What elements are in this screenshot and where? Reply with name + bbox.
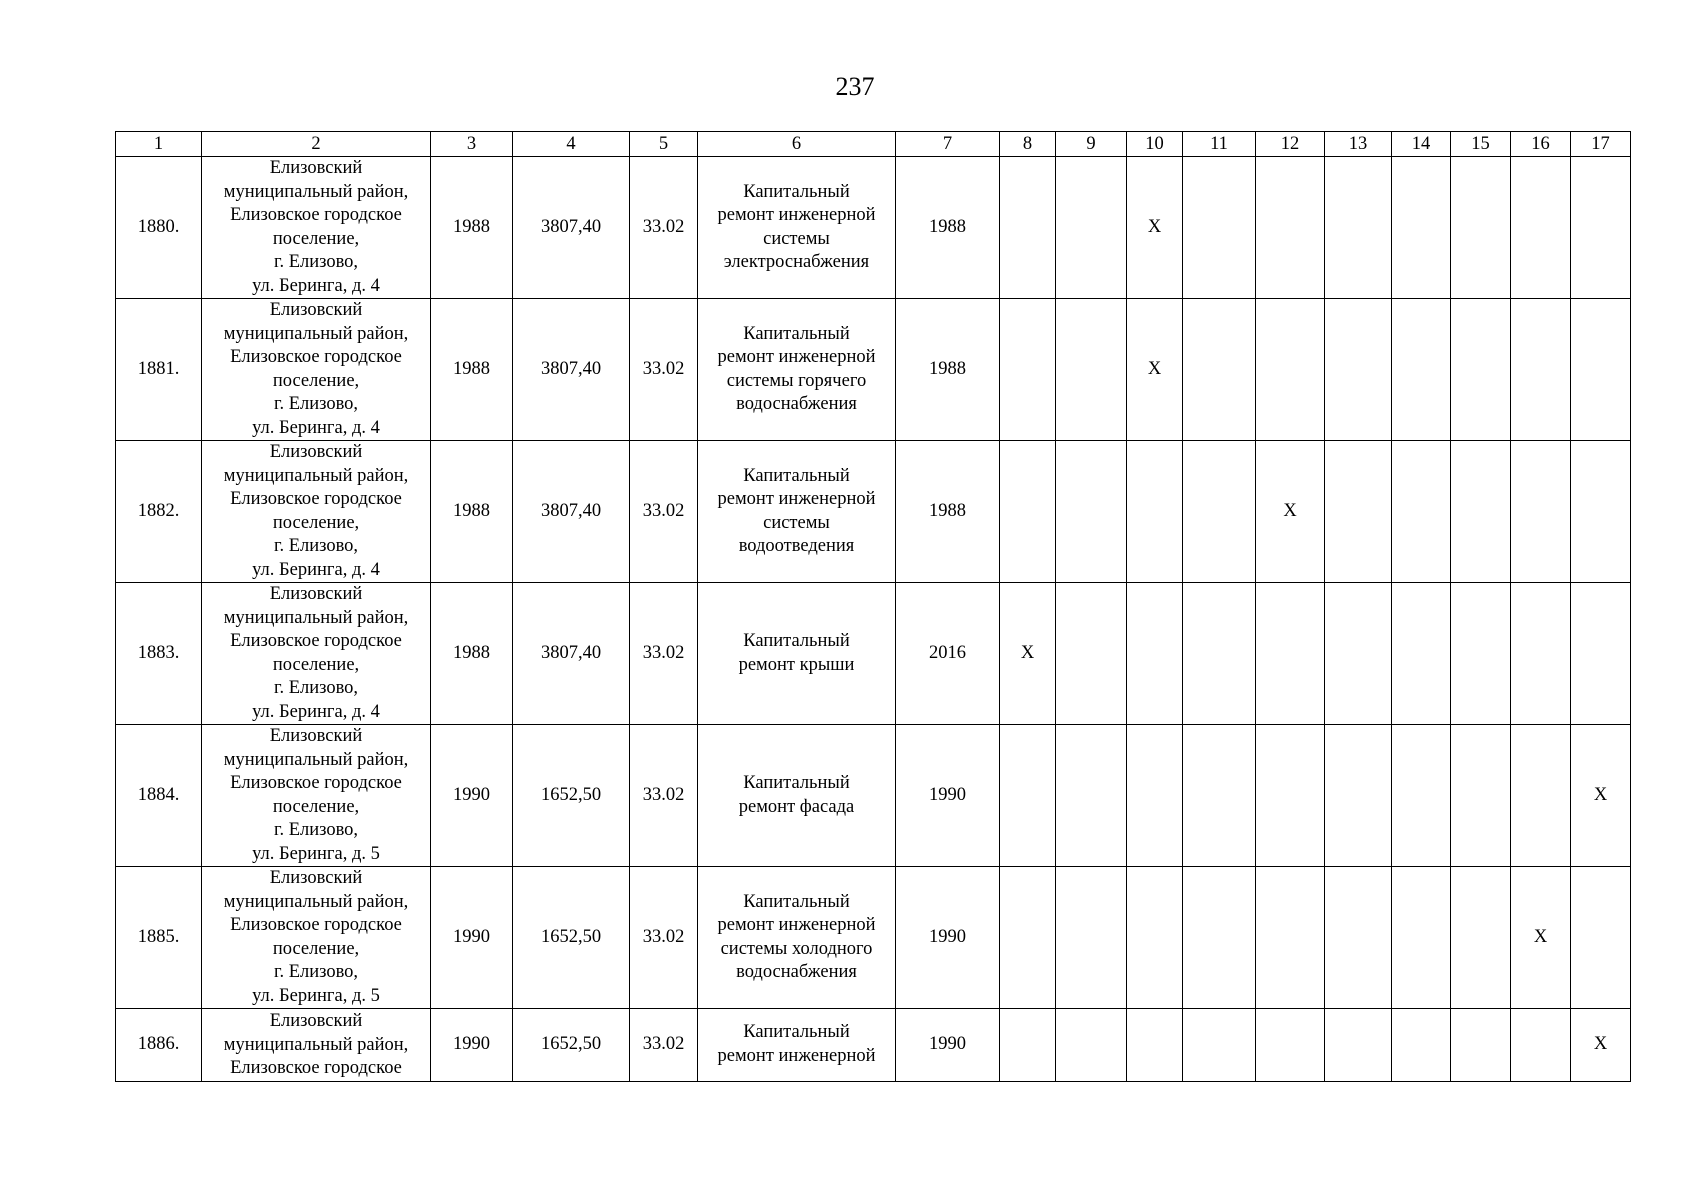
address-cell-line: муниципальный район, (223, 891, 409, 912)
table-row (116, 583, 1631, 725)
mark-cell-col-15 (1451, 1009, 1511, 1082)
mark-cell-col-11 (1183, 1009, 1256, 1082)
work-type-cell-line: Капитальный (743, 323, 850, 344)
repair-year-cell: 2016 (896, 583, 1000, 725)
code-cell: 33.02 (630, 441, 698, 583)
mark-cell-col-11 (1183, 441, 1256, 583)
mark-cell-col-10 (1127, 725, 1183, 867)
address-cell-line: поселение, (272, 512, 360, 533)
mark-cell-col-12 (1256, 299, 1325, 441)
area-cell: 3807,40 (513, 583, 630, 725)
work-type-cell-line: водоснабжения (736, 962, 857, 982)
mark-cell-col-13 (1325, 867, 1392, 1009)
work-type-cell-line: водоснабжения (736, 394, 857, 414)
work-type-cell (698, 441, 896, 583)
work-type-cell-line: ремонт инженерной (717, 915, 876, 935)
mark-cell-col-16 (1511, 725, 1571, 867)
mark-cell-col-11 (1183, 157, 1256, 299)
address-cell (202, 583, 431, 725)
code-cell: 33.02 (630, 1009, 698, 1082)
capital-repair-table (115, 131, 1631, 1082)
address-cell-line: поселение, (272, 654, 360, 675)
mark-cell-col-10 (1127, 867, 1183, 1009)
address-cell-line: Елизовское городское (230, 631, 402, 651)
work-type-cell (698, 867, 896, 1009)
mark-cell-col-11 (1183, 867, 1256, 1009)
address-cell-line: Елизовский (269, 726, 363, 746)
mark-cell-col-14 (1392, 583, 1451, 725)
address-cell-line: ул. Беринга, д. 5 (252, 985, 380, 1006)
column-header-5: 5 (630, 132, 698, 157)
mark-cell-col-17 (1571, 299, 1631, 441)
mark-cell-col-10 (1127, 441, 1183, 583)
mark-cell-col-9 (1056, 299, 1127, 441)
address-cell-line: Елизовское городское (230, 347, 402, 367)
work-type-cell-line: Капитальный (743, 465, 850, 486)
address-cell-line: муниципальный район, (223, 465, 409, 486)
table-row (116, 299, 1631, 441)
column-header-13: 13 (1325, 132, 1392, 157)
address-cell (202, 441, 431, 583)
repair-year-cell: 1988 (896, 157, 1000, 299)
address-cell-line: Елизовский (269, 300, 363, 320)
row-number-cell: 1883. (116, 583, 202, 725)
mark-cell-col-16 (1511, 299, 1571, 441)
column-header-12: 12 (1256, 132, 1325, 157)
mark-cell-col-10: X (1127, 157, 1183, 299)
mark-cell-col-8 (1000, 1009, 1056, 1082)
work-type-cell-line: системы холодного (720, 938, 873, 959)
mark-cell-col-8 (1000, 441, 1056, 583)
build-year-cell: 1988 (431, 441, 513, 583)
table-row (116, 157, 1631, 299)
mark-cell-col-14 (1392, 157, 1451, 299)
address-cell-line: муниципальный район, (223, 323, 409, 344)
address-cell-line: г. Елизово, (273, 252, 359, 272)
column-header-4: 4 (513, 132, 630, 157)
mark-cell-col-13 (1325, 583, 1392, 725)
work-type-cell-line: Капитальный (743, 891, 850, 912)
mark-cell-col-16 (1511, 1009, 1571, 1082)
code-cell: 33.02 (630, 867, 698, 1009)
area-cell: 1652,50 (513, 725, 630, 867)
repair-year-cell: 1990 (896, 867, 1000, 1009)
mark-cell-col-9 (1056, 157, 1127, 299)
address-cell-line: поселение, (272, 370, 360, 391)
work-type-cell (698, 583, 896, 725)
mark-cell-col-13 (1325, 441, 1392, 583)
address-cell-line: Елизовский (269, 158, 363, 178)
mark-cell-col-17: X (1571, 725, 1631, 867)
repair-year-cell: 1990 (896, 725, 1000, 867)
mark-cell-col-17: X (1571, 1009, 1631, 1082)
work-type-cell (698, 1009, 896, 1082)
work-type-cell-line: Капитальный (743, 631, 850, 651)
table-row (116, 725, 1631, 867)
row-number-cell: 1880. (116, 157, 202, 299)
repair-year-cell: 1988 (896, 441, 1000, 583)
mark-cell-col-11 (1183, 725, 1256, 867)
address-cell-line: Елизовское городское (230, 915, 402, 935)
code-cell: 33.02 (630, 157, 698, 299)
mark-cell-col-14 (1392, 725, 1451, 867)
mark-cell-col-14 (1392, 1009, 1451, 1082)
address-cell-line: г. Елизово, (273, 962, 359, 982)
build-year-cell: 1988 (431, 299, 513, 441)
work-type-cell-line: Капитальный (743, 773, 850, 793)
address-cell-line: муниципальный район, (223, 1034, 409, 1055)
column-header-17: 17 (1571, 132, 1631, 157)
area-cell: 3807,40 (513, 157, 630, 299)
mark-cell-col-8: X (1000, 583, 1056, 725)
mark-cell-col-13 (1325, 157, 1392, 299)
address-cell-line: поселение, (272, 938, 360, 959)
table-body (116, 157, 1631, 1082)
build-year-cell: 1990 (431, 1009, 513, 1082)
mark-cell-col-15 (1451, 583, 1511, 725)
address-cell-line: ул. Беринга, д. 4 (252, 417, 380, 438)
code-cell: 33.02 (630, 725, 698, 867)
work-type-cell-line: системы (763, 228, 830, 249)
mark-cell-col-10 (1127, 583, 1183, 725)
column-header-14: 14 (1392, 132, 1451, 157)
row-number-cell: 1886. (116, 1009, 202, 1082)
table-row (116, 441, 1631, 583)
build-year-cell: 1988 (431, 583, 513, 725)
address-cell-line: г. Елизово, (273, 536, 359, 556)
work-type-cell-line: Капитальный (743, 181, 850, 202)
repair-year-cell: 1988 (896, 299, 1000, 441)
address-cell-line: Елизовское городское (230, 773, 402, 793)
work-type-cell-line: ремонт инженерной (717, 489, 876, 509)
mark-cell-col-9 (1056, 583, 1127, 725)
address-cell-line: Елизовское городское (230, 205, 402, 225)
mark-cell-col-16 (1511, 441, 1571, 583)
mark-cell-col-17 (1571, 867, 1631, 1009)
mark-cell-col-16 (1511, 583, 1571, 725)
mark-cell-col-15 (1451, 157, 1511, 299)
column-header-15: 15 (1451, 132, 1511, 157)
address-cell (202, 299, 431, 441)
mark-cell-col-17 (1571, 583, 1631, 725)
mark-cell-col-15 (1451, 867, 1511, 1009)
mark-cell-col-11 (1183, 299, 1256, 441)
area-cell: 1652,50 (513, 1009, 630, 1082)
address-cell-line: Елизовский (269, 442, 363, 462)
work-type-cell (698, 725, 896, 867)
address-cell-line: Елизовский (269, 868, 363, 888)
area-cell: 3807,40 (513, 441, 630, 583)
address-cell-line: муниципальный район, (223, 181, 409, 202)
mark-cell-col-13 (1325, 1009, 1392, 1082)
column-header-7: 7 (896, 132, 1000, 157)
work-type-cell-line: Капитальный (743, 1022, 850, 1043)
address-cell-line: г. Елизово, (273, 678, 359, 698)
address-cell-line: поселение, (272, 796, 360, 817)
column-header-1: 1 (116, 132, 202, 157)
work-type-cell (698, 299, 896, 441)
address-cell-line: Елизовское городское (230, 489, 402, 509)
column-header-10: 10 (1127, 132, 1183, 157)
mark-cell-col-10: X (1127, 299, 1183, 441)
mark-cell-col-8 (1000, 299, 1056, 441)
mark-cell-col-16: X (1511, 867, 1571, 1009)
work-type-cell-line: ремонт инженерной (717, 205, 876, 225)
address-cell-line: ул. Беринга, д. 4 (252, 701, 380, 722)
column-number-header-row (116, 132, 1631, 157)
work-type-cell-line: ремонт инженерной (717, 347, 876, 367)
column-header-3: 3 (431, 132, 513, 157)
build-year-cell: 1990 (431, 725, 513, 867)
address-cell (202, 157, 431, 299)
column-header-9: 9 (1056, 132, 1127, 157)
address-cell-line: муниципальный район, (223, 607, 409, 628)
address-cell-line: поселение, (272, 228, 360, 249)
page-number: 237 (835, 72, 875, 101)
address-cell-line: Елизовский (269, 584, 363, 604)
mark-cell-col-12 (1256, 1009, 1325, 1082)
area-cell: 1652,50 (513, 867, 630, 1009)
mark-cell-col-12 (1256, 583, 1325, 725)
work-type-cell-line: электроснабжения (723, 252, 870, 272)
mark-cell-col-14 (1392, 441, 1451, 583)
mark-cell-col-10 (1127, 1009, 1183, 1082)
mark-cell-col-12: X (1256, 441, 1325, 583)
address-cell (202, 725, 431, 867)
build-year-cell: 1990 (431, 867, 513, 1009)
mark-cell-col-13 (1325, 299, 1392, 441)
column-header-16: 16 (1511, 132, 1571, 157)
mark-cell-col-9 (1056, 1009, 1127, 1082)
mark-cell-col-9 (1056, 441, 1127, 583)
column-header-2: 2 (202, 132, 431, 157)
work-type-cell-line: системы горячего (726, 370, 867, 391)
mark-cell-col-15 (1451, 441, 1511, 583)
work-type-cell-line: ремонт инженерной (717, 1045, 876, 1066)
mark-cell-col-8 (1000, 867, 1056, 1009)
code-cell: 33.02 (630, 583, 698, 725)
mark-cell-col-12 (1256, 725, 1325, 867)
column-header-8: 8 (1000, 132, 1056, 157)
mark-cell-col-8 (1000, 725, 1056, 867)
column-header-11: 11 (1183, 132, 1256, 157)
repair-year-cell: 1990 (896, 1009, 1000, 1082)
mark-cell-col-9 (1056, 725, 1127, 867)
work-type-cell (698, 157, 896, 299)
address-cell (202, 1009, 431, 1082)
work-type-cell-line: водоотведения (738, 536, 855, 556)
mark-cell-col-12 (1256, 867, 1325, 1009)
row-number-cell: 1885. (116, 867, 202, 1009)
table-row (116, 1009, 1631, 1082)
row-number-cell: 1882. (116, 441, 202, 583)
mark-cell-col-15 (1451, 299, 1511, 441)
mark-cell-col-15 (1451, 725, 1511, 867)
mark-cell-col-14 (1392, 867, 1451, 1009)
work-type-cell-line: системы (763, 512, 830, 533)
address-cell (202, 867, 431, 1009)
code-cell: 33.02 (630, 299, 698, 441)
work-type-cell-line: ремонт крыши (738, 654, 855, 675)
mark-cell-col-8 (1000, 157, 1056, 299)
mark-cell-col-17 (1571, 157, 1631, 299)
table-row (116, 867, 1631, 1009)
row-number-cell: 1881. (116, 299, 202, 441)
mark-cell-col-9 (1056, 867, 1127, 1009)
address-cell-line: ул. Беринга, д. 5 (252, 843, 380, 864)
column-header-6: 6 (698, 132, 896, 157)
address-cell-line: Елизовский (269, 1011, 363, 1031)
mark-cell-col-13 (1325, 725, 1392, 867)
row-number-cell: 1884. (116, 725, 202, 867)
address-cell-line: ул. Беринга, д. 4 (252, 559, 380, 580)
work-type-cell-line: ремонт фасада (738, 796, 855, 817)
mark-cell-col-14 (1392, 299, 1451, 441)
mark-cell-col-11 (1183, 583, 1256, 725)
mark-cell-col-12 (1256, 157, 1325, 299)
mark-cell-col-17 (1571, 441, 1631, 583)
address-cell-line: Елизовское городское (230, 1058, 402, 1078)
address-cell-line: г. Елизово, (273, 820, 359, 840)
build-year-cell: 1988 (431, 157, 513, 299)
address-cell-line: ул. Беринга, д. 4 (252, 275, 380, 296)
area-cell: 3807,40 (513, 299, 630, 441)
mark-cell-col-16 (1511, 157, 1571, 299)
address-cell-line: г. Елизово, (273, 394, 359, 414)
address-cell-line: муниципальный район, (223, 749, 409, 770)
